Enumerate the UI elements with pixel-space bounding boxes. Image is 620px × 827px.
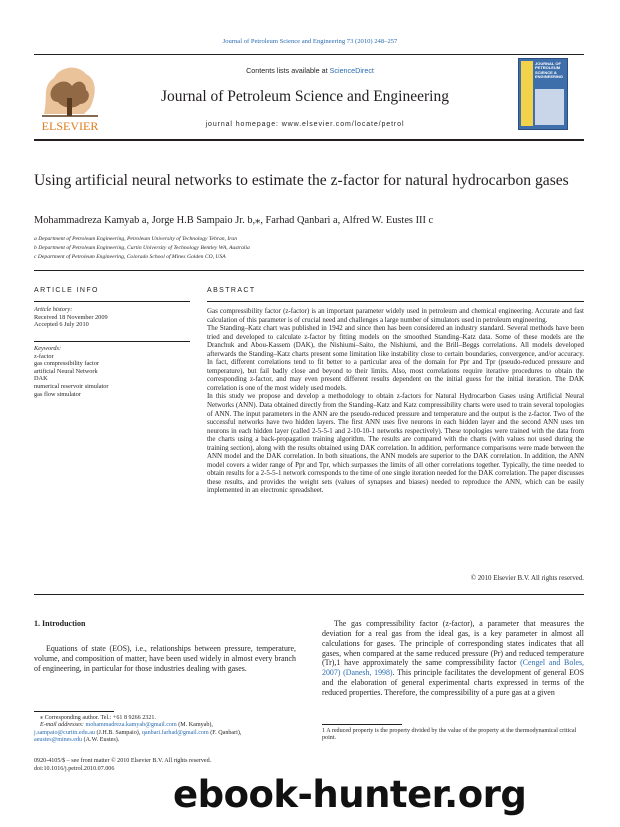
keyword-item: numerical reservoir simulator (34, 382, 109, 390)
journal-homepage[interactable]: journal homepage: www.elsevier.com/locate/petrol (205, 121, 405, 128)
section-heading-introduction: 1. Introduction (34, 619, 86, 628)
affiliation-b: b Department of Petroleum Engineering, Curtin University of Technology Bentley WA, Australia (34, 245, 250, 251)
sciencedirect-link[interactable]: ScienceDirect (329, 66, 374, 75)
keywords-label: Keywords: (34, 345, 62, 352)
watermark-text: ebook-hunter.org (173, 773, 527, 816)
article-title: Using artificial neural networks to estimate the z-factor for natural hydrocarbon gases (34, 172, 569, 189)
author-footnote (34, 715, 296, 745)
author-list: Mohammadreza Kamyab a, Jorge H.B Sampaio Jr. b,⁎, Farhad Qanbari a, Alfred W. Eustes III c (34, 215, 434, 226)
email-owner: (A.W. Eustes). (82, 737, 120, 744)
article-history (34, 306, 190, 329)
email-link[interactable]: aeustes@mines.edu (34, 737, 83, 744)
email-link[interactable]: j.sampaio@curtin.edu.au (34, 729, 95, 736)
affiliation-a: a Department of Petroleum Engineering, Petroleum University of Technology Tehran, Iran (34, 236, 238, 242)
email-label: E-mail addresses: (40, 722, 86, 729)
email-link[interactable]: mohammadreza.kamyab@gmail.com (85, 722, 177, 729)
corresponding-author: ⁎ Corresponding author. Tel.: +61 8 9266 2321. (40, 715, 156, 721)
email-addresses (34, 722, 296, 729)
doi-line[interactable]: doi:10.1016/j.petrol.2010.07.006 (34, 766, 115, 772)
keywords-block (34, 345, 190, 398)
copyright-line: © 2010 Elsevier B.V. All rights reserved. (470, 575, 584, 582)
keyword-item: gas compressibility factor (34, 360, 100, 368)
keywords-rule (34, 341, 190, 342)
received-date: Received 18 November 2009 (34, 313, 108, 321)
elsevier-wordmark: ELSEVIER (41, 119, 99, 133)
intro-right-text-2: . This principle facilitates the development of general EOS and the elaboration of general experimental charts expressed in terms of the reduced properties. Therefore, the compressibility of a pure gas at a given (322, 668, 584, 697)
affiliation-c: c Department of Petroleum Engineering, Colorado School of Mines Golden CO, USA (34, 254, 226, 260)
journal-title: Journal of Petroleum Science and Engineering (161, 88, 449, 105)
abstract-paragraph: The Standing–Katz chart was published in 1942 and since then has been considered an industry standard. Several methods have been tried and developed to calculate z-factor by fitting models on the smoothed Standing–Katz data. Some of these models are the Dranchuk and Abou-Kassem (DAK), the Nishiumi–Saito, the Nishiumi, and the Brill–Beggs correlations. All models developed afterwards the Standing–Katz charts present some limitation like instability close to certain boundaries, convergence, and/or accuracy. In fact, different correlations tend to fit better to a particular area of the domain for Ppr and Tpr (pseudo-reduced pressure and temperature), but fail badly close and beyond to their limits. Also, most correlations require iterative procedures to obtain the corresponding z-factor, and may even present different results dependent on the initial guess for the initial iteration. The DAK correlation is one of the most widely used models. (207, 324, 584, 392)
contents-prefix: Contents lists available at (246, 66, 330, 75)
article-info-heading: ARTICLE INFO (34, 287, 99, 294)
intro-right-text-1: The gas compressibility factor (z-factor), a parameter that measures the deviation for a real gas from the ideal gas, is a key parameter in almost all calculations for gases. The principle of corresponding states indicates that all gases, when compared at the same reduced pressure (Pr) and reduced temperature (Tr),1 have approximately the same compressibility factor (322, 619, 584, 668)
citation-danesh[interactable]: (Danesh, 1998) (343, 668, 393, 678)
email-owner: (M. Kamyab), (176, 722, 213, 729)
keyword-item: artificial Neural Network (34, 367, 98, 375)
right-footnote-rule (322, 724, 402, 725)
front-matter-line: 0920-4105/$ – see front matter © 2010 Elsevier B.V. All rights reserved. (34, 758, 212, 764)
abstract-body (207, 307, 584, 495)
running-head[interactable]: Journal of Petroleum Science and Engineering 73 (2010) 248–257 (222, 38, 398, 45)
intro-left-paragraph: Equations of state (EOS), i.e., relationships between pressure, temperature, volume, and composition of matter, have been used widely in almost every branch of engineering, in particular for those industries dealing with gases. (34, 644, 296, 673)
abstract-paragraph: In this study we propose and develop a methodology to obtain z-factors for Natural Hydrocarbon Gases using Artificial Neural Networks (ANN). Data obtained directly from the Standing–Katz and Katz compressibility charts were used to train several topologies of ANN. The input parameters in the ANN are the pseudo-reduced pressure and temperature and the output is the z-factor. Two of the successful networks have two hidden layers. The first ANN uses five neurons in each hidden layer and the second ANN uses ten neurons in each hidden layer (called 2-5-5-1 and 2-10-10-1 networks respectively). These topologies were trained with the data from the charts using a back-propagation training algorithm. The results are compared with the charts (with values not used during the training section), along with the results obtained using DAK correlation. In addition, performance comparisons were made between the ANN model and the DAK correlation. In both situations, the ANN models are superior to the DAK correlation. In addition, the ANN model covers a wider range of Ppr and Tpr, which surpasses the limits of all other correlations together. Typically, the time needed to obtain results for a 2-5-5-1 network corresponds to the time of one single iteration needed for the DAK correlation. The paper discusses these results, and provides the weight sets (values of synapses and biases) needed to reproduce the ANN, which can be easily implemented in an electronic spreadsheet. (207, 392, 584, 495)
email-addresses-continued (34, 737, 296, 744)
journal-cover-image (518, 58, 568, 130)
cover-illustration (535, 89, 564, 125)
article-info-rule (34, 301, 190, 302)
email-link[interactable]: qanbari.farhad@gmail.com (141, 729, 209, 736)
intro-right-paragraph (322, 619, 584, 698)
cover-spine-panel (521, 61, 533, 126)
abstract-heading: ABSTRACT (207, 287, 256, 294)
header-top-rule (34, 54, 584, 55)
email-owner: (F. Qanbari), (208, 729, 242, 736)
header-bottom-rule (34, 139, 584, 141)
abstract-rule (207, 301, 584, 302)
abstract-paragraph: Gas compressibility factor (z-factor) is an important parameter widely used in petroleum and chemical engineering. Accurate and fast calculation of this parameter is of crucial need and challenges a large number of simulators used in petroleum engineering. (207, 307, 584, 324)
keyword-item: DAK (34, 375, 48, 383)
citation-cengel-boles[interactable]: (Cengel and Boles, 2007) (322, 658, 585, 678)
title-block-rule (34, 270, 584, 271)
keyword-item: z-factor (34, 352, 54, 360)
left-footnote-rule (34, 711, 114, 712)
email-owner: (J.H.B. Sampaio), (94, 729, 142, 736)
keyword-item: gas flow simulator (34, 390, 81, 398)
accepted-date: Accepted 6 July 2010 (34, 321, 89, 329)
history-label: Article history: (34, 306, 73, 313)
abstract-bottom-rule (34, 594, 584, 595)
cover-title: JOURNAL OF PETROLEUM SCIENCE & ENGINEERING (535, 61, 564, 80)
footnote-reduced-property: 1 A reduced property is the property divided by the value of the property at the thermodynamical critical point. (322, 728, 577, 742)
